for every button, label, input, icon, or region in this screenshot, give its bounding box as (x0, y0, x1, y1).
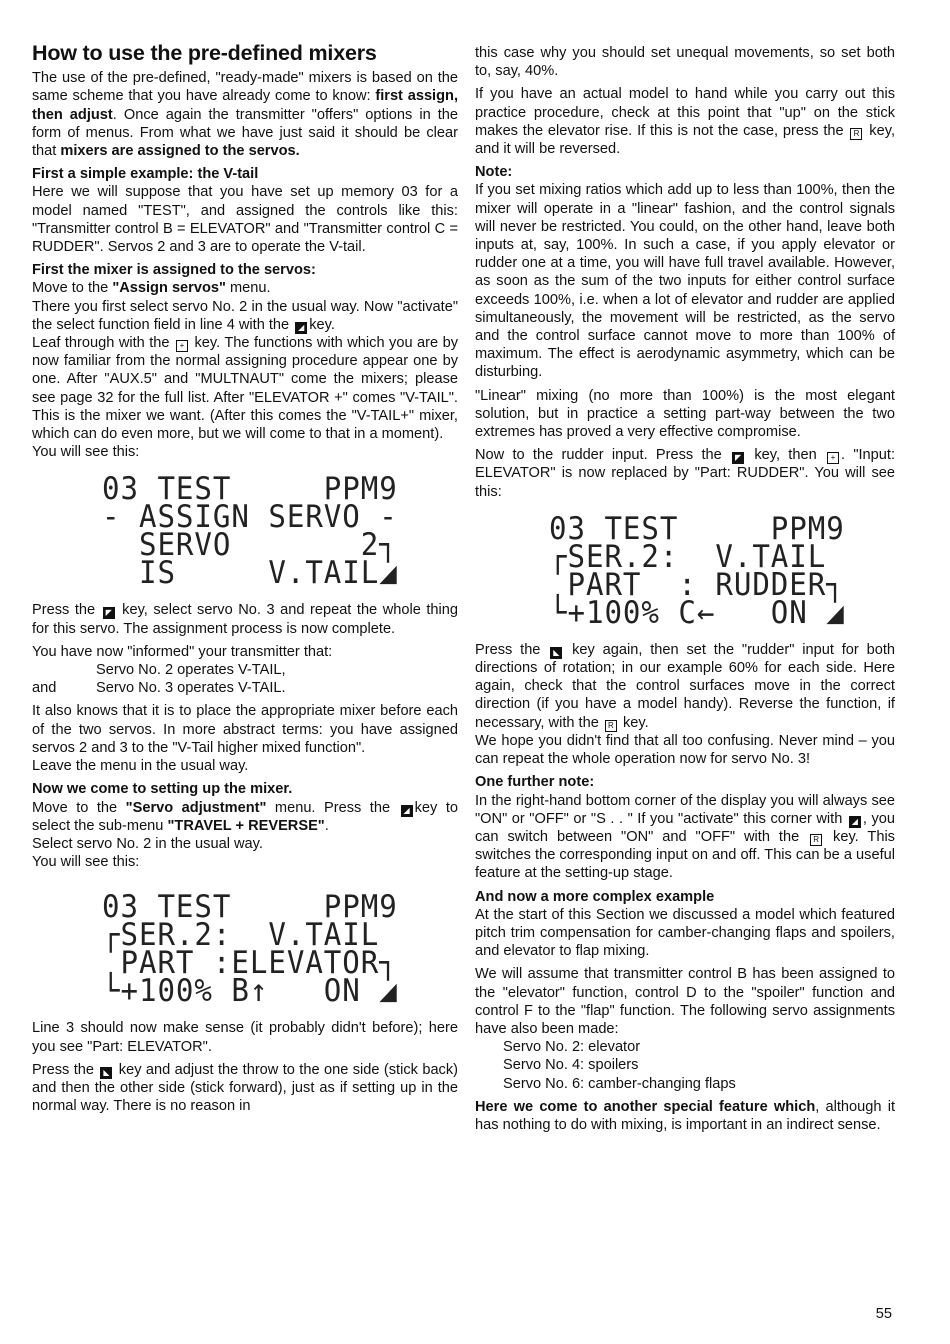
left-column (32, 41, 459, 1120)
heading-setup: Now we come to setting up the mixer. (32, 781, 293, 798)
intro-paragraph: The use of the pre-defined, "ready-made" mixers is based on the same scheme that you have already come to know: first assign, then adjust. Once again the transmitter "offers" options in the form of menus. From what we have just said it should be clear that mixers are assigned to the servos. (32, 70, 458, 160)
lcd-display-elevator (102, 889, 437, 1010)
line3-paragraph: Line 3 should now make sense (it probably didn't before); here you see "Part: ELEVATOR". (32, 1020, 458, 1055)
enter-key-icon: ◢ (849, 816, 861, 828)
next-key-icon: ◣ (550, 647, 562, 659)
servo-line-1: Servo No. 2 operates V-TAIL, (96, 662, 286, 679)
select-paragraph: There you first select servo No. 2 in the usual way. Now "activate" the select function field in line 4 with the ◢ key. (32, 298, 458, 333)
lcd-line: 03 TEST PPM9 (102, 471, 398, 508)
enter-key-icon: ◢ (295, 322, 307, 334)
press-paragraph: Press the ◤ key, select servo No. 3 and repeat the whole thing for this servo. The assignment process is now complete. (32, 602, 458, 637)
lcd-line: - ASSIGN SERVO - (102, 499, 398, 536)
enter-key-icon: ◢ (401, 805, 413, 817)
assume-paragraph: We will assume that transmitter control B has been assigned to the "elevator" function, control D to the "spoiler" function and control F to the "flap" function. The following servo assignments have also been made: (475, 966, 895, 1037)
see-this-2: You will see this: (32, 854, 140, 871)
hope-paragraph: We hope you didn't find that all too confusing. Never mind – you can repeat the whole operation now for servo No. 3! (475, 732, 895, 768)
throw-paragraph: Press the ◣ key and adjust the throw to the one side (stick back) and then the other side (stick forward), just as if setting up in the normal way. There is no reason in (32, 1061, 459, 1115)
next-key-icon: ◣ (100, 1067, 112, 1079)
heading-further-note: One further note: (475, 774, 595, 791)
heading-note: Note: (475, 164, 513, 181)
page-number: 55 (875, 1306, 892, 1322)
select2-paragraph: Select servo No. 2 in the usual way. (32, 835, 263, 852)
lcd-line: 03 TEST PPM9 (102, 889, 398, 926)
lcd-line: SERVO 2┐ (102, 527, 398, 564)
rudder-paragraph: Now to the rudder input. Press the ◤ key, then + . "Input: ELEVATOR" is now replaced by "Part: RUDDER". You will see this: (475, 447, 896, 500)
servo-adjustment-paragraph: Move to the "Servo adjustment" menu. Press the ◢ key to select the sub-menu "TRAVEL + REVERSE". (32, 799, 458, 834)
servo-line-2-row (32, 679, 458, 697)
plus-key-icon: + (176, 340, 188, 352)
linear-paragraph: "Linear" mixing (no more than 100%) is the most elegant solution, but in practice a setting part-way between the two extremes has proved a very effective compromise. (475, 387, 895, 441)
lcd-line: ┌SER.2: V.TAIL (549, 538, 827, 575)
servo-line-2: Servo No. 3 operates V-TAIL. (96, 680, 286, 697)
lcd-display-rudder (549, 510, 874, 631)
servo-assignment-item: Servo No. 4: spoilers (503, 1057, 639, 1074)
reverse-key-icon: R (810, 834, 822, 846)
model-paragraph: If you have an actual model to hand while you carry out this practice procedure, check at this point that "up" on the stick makes the elevator rise. If this is not the case, press the R key, and it will be reversed. (475, 86, 895, 158)
special-paragraph: Here we come to another special feature which, although it has nothing to do with mixing, is important in an indirect sense. (475, 1098, 895, 1133)
reverse-key-icon: R (605, 720, 617, 732)
heading-assign: First the mixer is assigned to the servos: (32, 262, 316, 279)
note-paragraph: If you set mixing ratios which add up to less than 100%, then the mixer will operate in a "linear" fashion, and the control signals will never be restricted. You could, on the other hand, leave both inputs at, say, 100%. In such a case, if you apply elevator or rudder one at a time, you will have full travel available. However, as soon as the sum of the two inputs for either control surface exceeds 100%, i.e. when a lot of elevator and rudder are applied simultaneously, the movement will be restricted, as the servo and the control surface cannot move to more than 100% of maximum. The effect is aerodynamic asymmetry, which can be disturbing. (475, 182, 895, 381)
vtail-paragraph: Here we will suppose that you have set up memory 03 for a model named "TEST", and assigned the controls like this: "Transmitter control B = ELEVATOR" and "Transmitter control C = RUDDER". Servos 2 and 3 are to operate the V-tail. (32, 184, 458, 256)
and-word: and (32, 680, 57, 697)
see-this-1: You will see this: (32, 444, 140, 461)
right-column (475, 44, 895, 1139)
lcd-line: └+100% C← ON ◢ (549, 594, 845, 631)
leaf-paragraph: Leaf through with the + key. The functions with which you are by now familiar from the normal assigning procedure appear one by one. After "AUX.5" and "MULTNAUT" come the mixers; please see page 32 for the full list. After "ELEVATOR +" comes "V-TAIL". This is the mixer we want. (After this comes the "V-TAIL+" mixer, which can do even more, but we will come to that in a moment). (32, 335, 458, 443)
further-paragraph: In the right-hand bottom corner of the display you will always see "ON" or "OFF" or "S . . " If you "activate" this corner with ◢ , you can switch between "ON" and "OFF" with the R key. This switches the corresponding input on and off. This can be a useful feature at the setting-up stage. (475, 792, 896, 882)
informed-paragraph: You have now "informed" your transmitter that: (32, 643, 333, 660)
lcd-line: PART :ELEVATOR┐ (102, 945, 398, 982)
heading-complex-example: And now a more complex example (475, 888, 715, 905)
lcd-line: IS V.TAIL◢ (102, 555, 398, 592)
lcd-line: 03 TEST PPM9 (549, 510, 845, 547)
leave-paragraph: Leave the menu in the usual way. (32, 758, 249, 775)
lcd-line: ┌SER.2: V.TAIL (102, 917, 380, 954)
move-paragraph: Move to the "Assign servos" menu. (32, 280, 271, 297)
servo-assignment-item: Servo No. 2: elevator (503, 1039, 641, 1056)
complex-paragraph: At the start of this Section we discussed a model which featured pitch trim compensation for camber-changing flaps and spoilers, and elevator to flap mixing. (475, 906, 895, 960)
page-title: How to use the pre-defined mixers (32, 41, 377, 65)
heading-vtail: First a simple example: the V-tail (32, 166, 259, 183)
again-paragraph: Press the ◣ key again, then set the "rudder" input for both directions of rotation; in our example 60% for each side. Here again, check that the control surfaces move in the correct direction (if you have a model handy). Reverse the function, if necessary, with the R key. (475, 641, 896, 731)
servo-assignment-item: Servo No. 6: camber-changing flaps (503, 1075, 736, 1092)
lcd-display-assign-servo (102, 471, 437, 592)
knows-paragraph: It also knows that it is to place the appropriate mixer before each of the two servos. In more abstract terms: you have assigned servos 2 and 3 to the "V-Tail higher mixed function". (32, 703, 458, 756)
lcd-line: PART : RUDDER┐ (549, 566, 845, 603)
prev-key-icon: ◤ (732, 452, 744, 464)
reverse-key-icon: R (850, 128, 862, 140)
plus-key-icon: + (827, 452, 839, 464)
lcd-line: └+100% B↑ ON ◢ (102, 973, 398, 1010)
continuation-paragraph: this case why you should set unequal movements, so set both to, say, 40%. (475, 45, 895, 80)
next-key-icon: ◤ (103, 607, 115, 619)
